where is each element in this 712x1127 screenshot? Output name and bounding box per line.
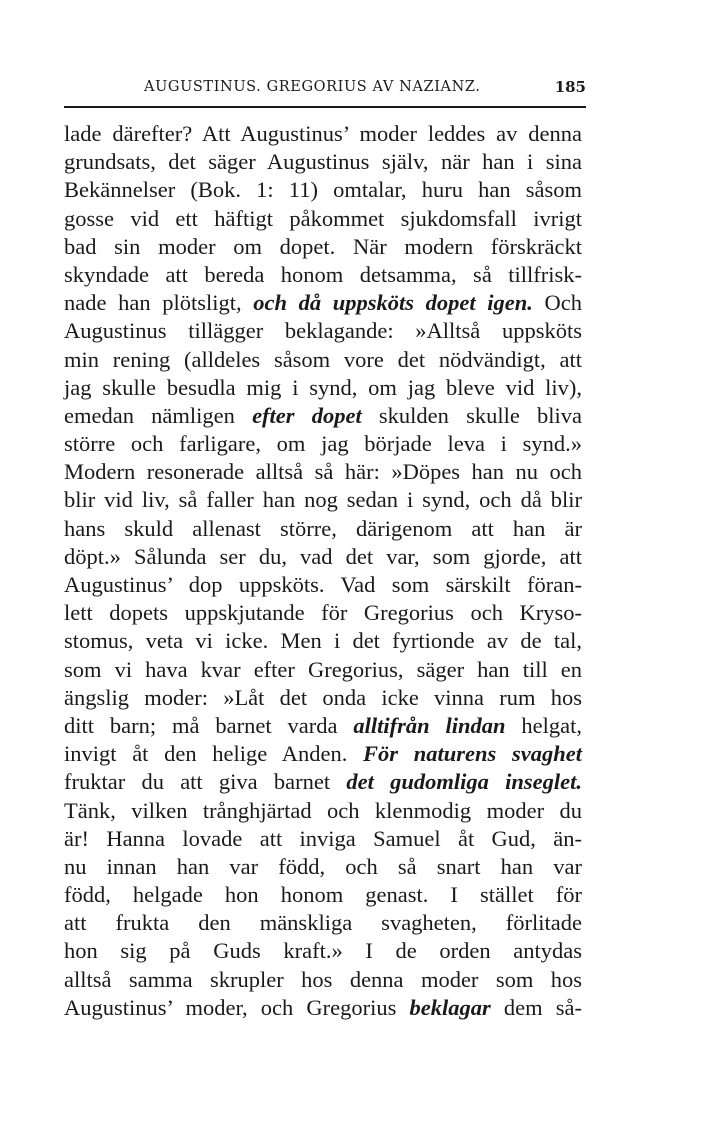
text-line xyxy=(64,317,582,345)
text-line xyxy=(64,289,582,317)
text-line xyxy=(64,430,582,458)
running-title: AUGUSTINUS. GREGORIUS AV NAZIANZ. xyxy=(144,79,481,95)
text-line xyxy=(64,176,582,204)
text-segment: skyndade att bereda honom detsamma, så tillfrisk- xyxy=(64,261,582,287)
text-segment: döpt.» Sålunda ser du, vad det var, som gjorde, att xyxy=(64,543,582,569)
text-line xyxy=(64,148,582,176)
text-segment: att frukta den mänskliga svagheten, förlitade xyxy=(64,910,582,936)
text-line xyxy=(64,853,582,881)
text-line xyxy=(64,825,582,853)
text-line xyxy=(64,261,582,289)
text-line xyxy=(64,205,582,233)
text-segment: stomus, veta vi icke. Men i det fyrtionde av de tal, xyxy=(64,628,582,654)
text-segment: större och farligare, om jag började leva i synd.» xyxy=(64,431,582,457)
text-line xyxy=(64,120,582,148)
page-number: 185 xyxy=(554,78,586,96)
text-segment: hon sig på Guds kraft.» I de orden antydas xyxy=(64,938,582,964)
text-line xyxy=(64,571,582,599)
emphasized-text: efter dopet xyxy=(252,402,362,428)
text-line xyxy=(64,374,582,402)
body-text xyxy=(64,120,582,1022)
text-line xyxy=(64,966,582,994)
text-line xyxy=(64,881,582,909)
text-segment: fruktar du att giva barnet xyxy=(64,769,347,795)
text-line xyxy=(64,233,582,261)
text-line xyxy=(64,797,582,825)
text-segment: dem så- xyxy=(490,994,582,1020)
emphasized-text: beklagar xyxy=(409,994,491,1020)
text-segment: ängslig moder: »Låt det onda icke vinna rum hos xyxy=(64,684,582,710)
text-segment: Augustinus’ moder, och Gregorius xyxy=(64,994,410,1020)
text-segment: grundsats, det säger Augustinus själv, när han i sina xyxy=(64,149,582,175)
text-segment: Augustinus’ dop uppsköts. Vad som särskilt föran- xyxy=(64,572,582,597)
text-line xyxy=(64,740,582,768)
text-segment: alltså samma skrupler hos denna moder som hos xyxy=(64,966,582,992)
text-segment: min rening (alldeles såsom vore det nödvändigt, att xyxy=(64,346,582,372)
text-line xyxy=(64,937,582,965)
text-segment: skulden skulle bliva xyxy=(361,402,582,428)
text-line xyxy=(64,599,582,627)
text-line xyxy=(64,543,582,571)
text-segment: jag skulle besudla mig i synd, om jag bleve vid liv), xyxy=(64,374,582,400)
text-line xyxy=(64,994,582,1022)
text-segment: är! Hanna lovade att inviga Samuel åt Gud, än- xyxy=(64,825,582,851)
text-segment: invigt åt den helige Anden. xyxy=(64,741,364,767)
running-header xyxy=(64,76,586,108)
text-segment: gosse vid ett häftigt påkommet sjukdomsfall ivrigt xyxy=(64,205,582,231)
text-line xyxy=(64,458,582,486)
text-segment: lade därefter? Att Augustinus’ moder leddes av denna xyxy=(64,121,582,146)
text-segment: nu innan han var född, och så snart han var xyxy=(64,853,582,879)
text-line xyxy=(64,684,582,712)
text-line xyxy=(64,515,582,543)
text-segment: född, helgade hon honom genast. I stället för xyxy=(64,882,582,908)
text-segment: helgat, xyxy=(505,712,583,738)
text-segment: bad sin moder om dopet. När modern förskräckt xyxy=(64,233,582,259)
text-segment: Och xyxy=(532,290,582,316)
text-segment: Augustinus tillägger beklagande: »Alltså uppsköts xyxy=(64,318,582,344)
text-segment: emedan nämligen xyxy=(64,402,253,428)
text-line xyxy=(64,486,582,514)
emphasized-text: det gudomliga inseglet. xyxy=(346,769,582,795)
text-line xyxy=(64,346,582,374)
text-segment: nade han plötsligt, xyxy=(64,290,254,316)
emphasized-text: och då uppsköts dopet igen. xyxy=(253,290,533,316)
text-line xyxy=(64,712,582,740)
text-line xyxy=(64,656,582,684)
text-segment: som vi hava kvar efter Gregorius, säger han till en xyxy=(64,656,582,682)
text-line xyxy=(64,768,582,796)
text-line xyxy=(64,627,582,655)
text-segment: blir vid liv, så faller han nog sedan i synd, och då blir xyxy=(64,487,582,513)
text-segment: Tänk, vilken trånghjärtad och klenmodig moder du xyxy=(64,797,582,823)
text-segment: ditt barn; må barnet varda xyxy=(64,712,354,738)
text-line xyxy=(64,909,582,937)
text-segment: Modern resonerade alltså så här: »Döpes han nu och xyxy=(64,459,582,485)
text-segment: Bekännelser (Bok. 1: 11) omtalar, huru han såsom xyxy=(64,177,582,203)
text-line xyxy=(64,402,582,430)
emphasized-text: För naturens svaghet xyxy=(363,741,582,767)
text-segment: lett dopets uppskjutande för Gregorius och Kryso- xyxy=(64,600,582,626)
emphasized-text: alltifrån lindan xyxy=(353,712,506,738)
text-segment: hans skuld allenast större, därigenom att han är xyxy=(64,515,582,541)
